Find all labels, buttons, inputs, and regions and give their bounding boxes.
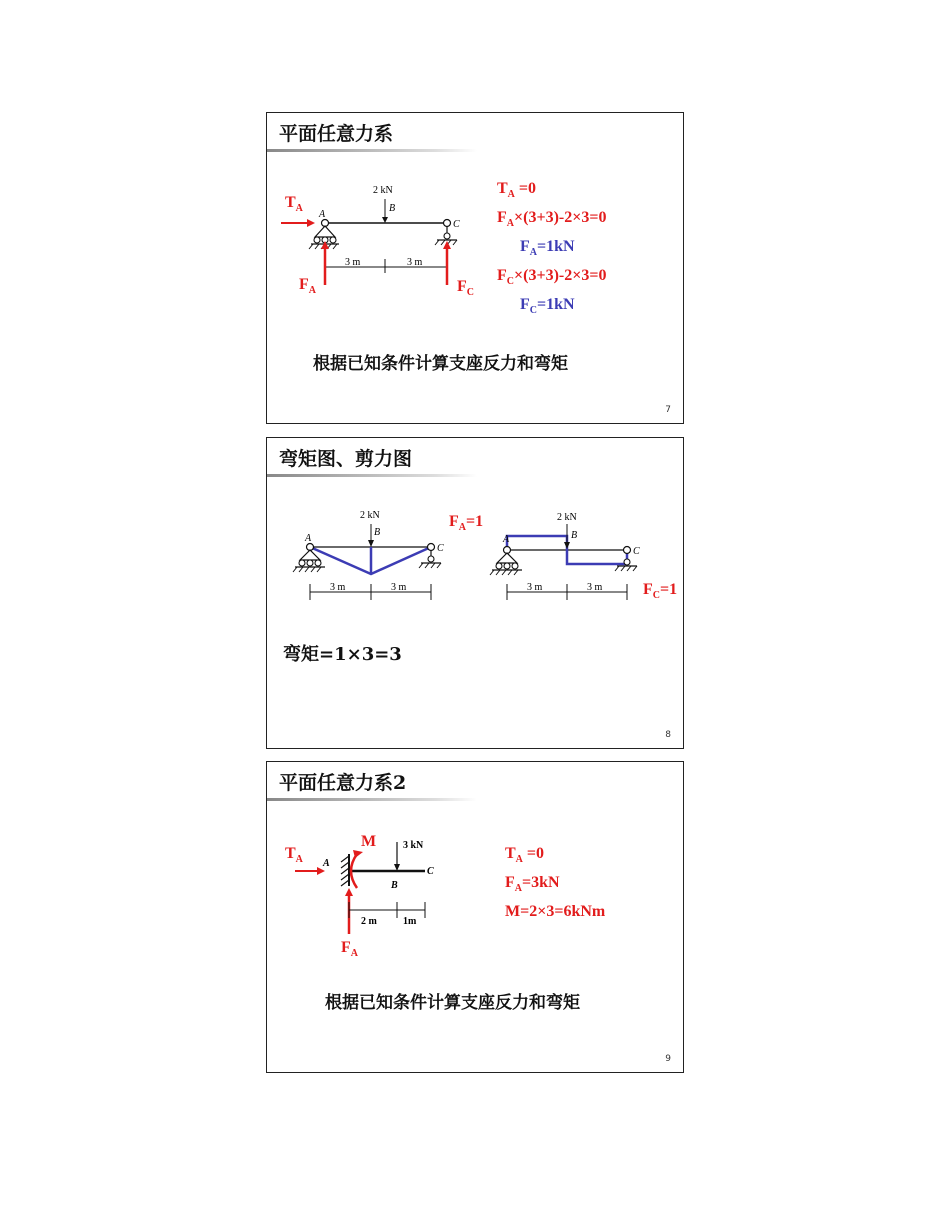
span-label-1: 3 m	[345, 257, 361, 268]
moment-label: M	[361, 833, 377, 850]
span-label-2: 3 m	[407, 257, 423, 268]
moment-arrow	[351, 850, 363, 888]
moment-diagram	[293, 524, 441, 600]
equation-3: M=2×3=6kNm	[505, 903, 606, 920]
fixed-wall	[341, 854, 349, 886]
slide-caption: 根据已知条件计算支座反力和弯矩	[313, 354, 568, 374]
slide-8	[266, 437, 684, 749]
equation-1: $T_A =0$	[505, 845, 545, 865]
load-label: 2 kN	[360, 510, 380, 521]
point-c-label-right: C	[633, 546, 640, 557]
point-c-label: C	[453, 219, 460, 230]
load-label: 3 kN	[403, 840, 424, 851]
svg-text:TA: $T_A$	[285, 194, 303, 214]
point-c-label: C	[437, 543, 444, 554]
point-b-label: B	[391, 880, 398, 891]
span-label-1-right: 3 m	[527, 582, 543, 593]
moment-caption: 弯矩=1×3=3	[283, 644, 402, 665]
page-number: 9	[665, 1054, 671, 1064]
force-fc-arrow	[443, 241, 451, 285]
span-label-1: 2 m	[361, 916, 377, 927]
beam-diagram	[267, 113, 685, 425]
force-fa-arrow	[321, 241, 329, 285]
equation-2: $F_A=3kN$	[505, 874, 560, 894]
cantilever-diagram	[267, 762, 685, 1074]
point-a-label: A	[323, 858, 330, 869]
load-label: 2 kN	[373, 185, 393, 196]
page-number: 7	[665, 405, 671, 415]
point-a-label: A	[319, 209, 326, 220]
force-fa-label: F	[341, 939, 351, 956]
svg-text:FA: $F_A$	[299, 276, 317, 296]
span-label-2: 3 m	[391, 582, 407, 593]
moment-shear-diagrams	[267, 438, 685, 750]
load-label-right: 2 kN	[557, 512, 577, 523]
shear-diagram	[490, 524, 637, 600]
equation-3: $F_A=1kN$	[520, 238, 575, 258]
point-b-label: B	[374, 527, 381, 538]
force-ta-arrow	[295, 867, 325, 875]
svg-text:TA: $T_A$	[285, 845, 303, 865]
force-ta-arrow	[281, 219, 315, 227]
label-fa: $F_A=1$	[449, 513, 484, 533]
force-ta-label: T	[285, 194, 296, 211]
equation-2: $F_A\times(3+3)-2\times 3=0$	[497, 209, 607, 229]
span-label-1: 3 m	[330, 582, 346, 593]
force-fc-label: F	[457, 278, 467, 295]
equation-1: $T_A =0$	[497, 180, 537, 200]
span-label-2: 1m	[403, 916, 417, 927]
slide-title: 平面任意力系2	[279, 772, 407, 794]
svg-text:FC: $F_C$	[457, 278, 475, 298]
span-label-2-right: 3 m	[587, 582, 603, 593]
slide-title: 平面任意力系	[279, 123, 394, 145]
point-a-label: A	[305, 533, 312, 544]
svg-text:FA: $F_A$	[341, 939, 359, 959]
slide-title: 弯矩图、剪力图	[279, 448, 413, 470]
point-b-label-right: B	[571, 530, 578, 541]
slide-caption: 根据已知条件计算支座反力和弯矩	[325, 993, 580, 1013]
point-a-label-right: A	[503, 534, 510, 545]
force-ta-label: T	[285, 845, 296, 862]
equation-4: $F_C\times(3+3)-2\times 3=0$	[497, 267, 607, 287]
slide-7	[266, 112, 684, 424]
point-c-label: C	[427, 866, 434, 877]
label-fc: $F_C=1$	[643, 581, 678, 601]
slide-9	[266, 761, 684, 1073]
equation-5: $F_C=1kN$	[520, 296, 575, 316]
force-fa-label: F	[299, 276, 309, 293]
point-b-label: B	[389, 203, 396, 214]
page-number: 8	[665, 730, 671, 740]
